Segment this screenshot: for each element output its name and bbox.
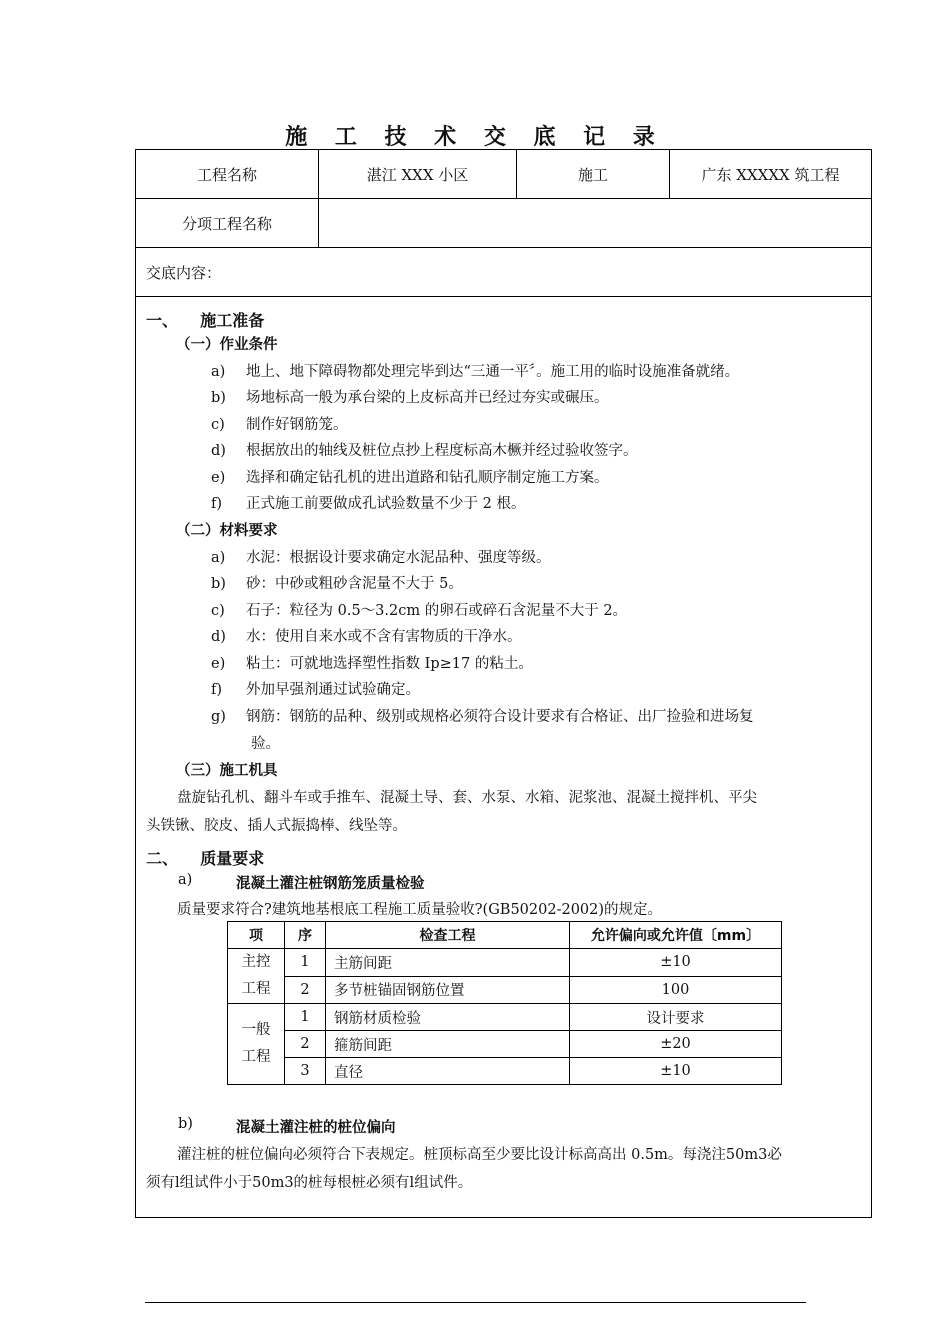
list-text: 砂：中砂或粗砂含泥量不大于 5。 (246, 576, 463, 592)
list-text: 场地标高一般为承台梁的上皮标高并已经过夯实或碾压。 (246, 390, 609, 406)
col-header: 检查工程 (326, 922, 570, 949)
group-cell: 一般工程 (228, 1004, 285, 1085)
list-text: 水泥：根据设计要求确定水泥品种、强度等级。 (246, 550, 551, 566)
sub-b-line-1: 灌注桩的桩位偏向必须符合下表规定。桩顶标高至少要比设计标高高出 0.5m。每浇注50m3必 (177, 1147, 782, 1163)
list-marker: f) (211, 496, 223, 512)
list-marker: b) (211, 390, 226, 406)
row-value: 设计要求 (570, 1004, 782, 1031)
list-marker: f) (211, 682, 223, 698)
row-no: 2 (285, 976, 326, 1004)
subitem-label: 分项工程名称 (181, 214, 272, 233)
table-header-row (228, 922, 782, 949)
list-item (211, 546, 551, 567)
row-item: 箍筋间距 (326, 1031, 570, 1058)
list-item (211, 599, 627, 620)
list-text: 石子：粒径为 0.5～3.2cm 的卵石或碎石含泥量不大于 2。 (246, 603, 628, 619)
list-text: 粘土：可就地选择塑性指数 Ip≥17 的粘土。 (246, 656, 533, 672)
table-row (228, 976, 782, 1004)
list-item (211, 705, 754, 726)
table-row (228, 1058, 782, 1085)
project-label: 工程名称 (196, 165, 257, 184)
table-row (228, 1031, 782, 1058)
row-no: 1 (285, 1004, 326, 1031)
sub2-title: （二）材料要求 (176, 523, 278, 539)
construction-label: 施工 (516, 150, 669, 198)
list-text: 水：使用自来水或不含有害物质的干净水。 (246, 629, 522, 645)
sub3-title: （三）施工机具 (176, 763, 278, 779)
list-item (211, 492, 525, 513)
list-item (211, 678, 420, 699)
list-item (211, 572, 463, 593)
row-value: ±10 (570, 1058, 782, 1085)
list-marker: e) (211, 656, 226, 672)
list-item (211, 652, 533, 673)
list-text: 外加早强剂通过试验确定。 (246, 682, 420, 698)
sub1-title: （一）作业条件 (176, 337, 278, 353)
row-value: ±10 (570, 949, 782, 977)
row-item: 主筋间距 (326, 949, 570, 977)
col-header: 允许偏向或允许值〔mm〕 (570, 922, 782, 949)
list-marker: d) (211, 443, 226, 459)
list-item (211, 439, 638, 460)
table-row (228, 1004, 782, 1031)
list-marker: d) (211, 629, 226, 645)
sub-a-marker: a) (178, 872, 193, 888)
list-item (211, 360, 739, 381)
tools-line-2: 头铁锹、胶皮、插人式振捣棒、线坠等。 (146, 818, 407, 834)
row-no: 3 (285, 1058, 326, 1085)
col-header: 项 (228, 922, 285, 949)
list-marker: a) (211, 550, 226, 566)
content-label: 交底内容： (146, 263, 222, 282)
sub-a-text: 质量要求符合?建筑地基根底工程施工质量验收?(GB50202-2002)的规定。 (177, 902, 663, 918)
list-marker: e) (211, 470, 226, 486)
sub-a-title: 混凝土灌注桩钢筋笼质量检验 (236, 876, 425, 892)
row-no: 1 (285, 949, 326, 977)
page-title: 施 工 技 术 交 底 记 录 (285, 125, 665, 150)
row-value: ±20 (570, 1031, 782, 1058)
list-item (211, 413, 348, 434)
row-item: 钢筋材质检验 (326, 1004, 570, 1031)
list-text: 钢筋：钢筋的品种、级别或规格必须符合设计要求有合格证、出厂捡验和进场复 (246, 709, 754, 725)
list-item (211, 386, 609, 407)
sub-b-marker: b) (178, 1116, 193, 1132)
list-marker: g) (211, 709, 226, 725)
sub-b-title: 混凝土灌注桩的桩位偏向 (236, 1120, 396, 1136)
section2-title: 二、 质量要求 (146, 849, 265, 868)
row-item: 多节桩锚固钢筋位置 (326, 976, 570, 1004)
list-text: 制作好钢筋笼。 (246, 417, 348, 433)
record-form (135, 149, 872, 1218)
group-cell: 主控工程 (228, 949, 285, 1004)
list-text: 地上、地下障碍物都处理完毕到达“三通一平〞。施工用的临时设施准备就绪。 (246, 364, 740, 380)
project-row (136, 150, 871, 199)
list-text: 正式施工前要做成孔试验数量不少于 2 根。 (246, 496, 526, 512)
list-marker: c) (211, 603, 225, 619)
list-item (211, 466, 609, 487)
col-header: 序 (285, 922, 326, 949)
list-marker: c) (211, 417, 225, 433)
table-row (228, 949, 782, 977)
footer-divider (145, 1302, 806, 1303)
construction-value: 广东 XXXXX 筑工程 (669, 150, 871, 198)
list-item-continuation: 验。 (251, 736, 280, 752)
list-text: 选择和确定钻孔机的进出道路和钻孔顺序制定施工方案。 (246, 470, 609, 486)
list-marker: b) (211, 576, 226, 592)
list-marker: a) (211, 364, 226, 380)
section1-title: 一、 施工准备 (146, 311, 265, 330)
row-no: 2 (285, 1031, 326, 1058)
subitem-value (318, 199, 871, 247)
row-value: 100 (570, 976, 782, 1004)
project-value: 湛江 XXX 小区 (318, 150, 516, 198)
subitem-row (136, 199, 871, 248)
list-text: 根据放出的轴线及桩位点抄上程度标高木橛并经过验收签字。 (246, 443, 638, 459)
row-item: 直径 (326, 1058, 570, 1085)
content-row (136, 248, 871, 297)
list-item (211, 625, 522, 646)
quality-table (227, 921, 782, 1085)
tools-line-1: 盘旋钻孔机、翻斗车或手推车、混凝土导、套、水泵、水箱、泥浆池、混凝土搅拌机、平尖 (177, 790, 757, 806)
sub-b-line-2: 须有l组试件小于50m3的桩每根桩必须有l组试件。 (146, 1175, 473, 1191)
